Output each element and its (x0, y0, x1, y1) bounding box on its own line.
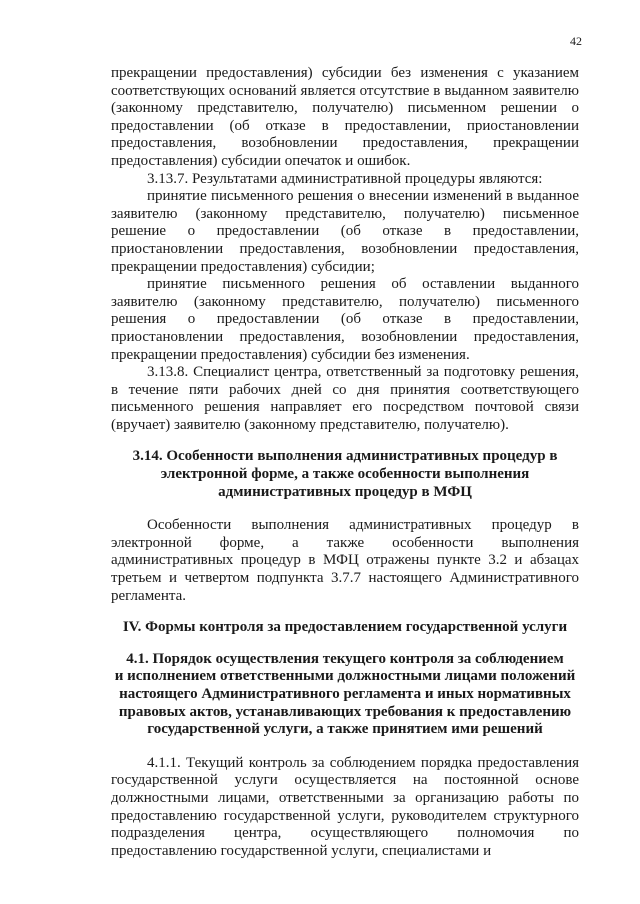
heading-line: электронной форме, а также особенности выполнения (160, 466, 530, 483)
paragraph-3-14-body: Особенности выполнения административных процедур в электронной форме, а также особенности выполнения административных процедур в МФЦ отражены пункте 3.2 и абзацах третьем и четвертом подпункта 3.7.7 настоящего Административного регламента. (111, 517, 579, 604)
paragraph-3-13-7: 3.13.7. Результатами административной процедуры являются: (147, 170, 543, 187)
heading-line: настоящего Административного регламента и иных нормативных (119, 686, 571, 702)
heading-line: правовых актов, устанавливающих требования к предоставлению (118, 703, 572, 720)
heading-line: 4.1. Порядок осуществления текущего контроля за соблюдением (126, 650, 564, 667)
heading-line: 3.14. Особенности выполнения административных процедур в (132, 448, 558, 465)
heading-line: административных процедур в МФЦ (218, 483, 472, 500)
section-heading-iv: IV. Формы контроля за предоставлением государственной услуги (122, 619, 568, 636)
section-heading-4-1 (111, 651, 579, 739)
paragraph-result-2: принятие письменного решения об оставлении выданного заявителю (законному представителю, получателю) письменного решения о предоставлении (об отказе в предоставлении, приостановлении предоставления, возобновлении предоставления, прекращении предоставления) субсидии без изменения. (111, 276, 579, 363)
paragraph-result-1: принятие письменного решения о внесении изменений в выданное заявителю (законному представителю, получателю) письменное решение о предоставлении (об отказе в предоставлении, приостановлении предоставления, возобновлении предоставления, прекращении предоставления) субсидии; (111, 188, 579, 275)
paragraph-3-13-8: 3.13.8. Специалист центра, ответственный за подготовку решения, в течение пяти рабочих дней со дня принятия соответствующего письменного решения направляет его посредством почтовой связи (вручает) заявителю (законному представителю, получателю). (111, 364, 579, 433)
page-number: 42 (570, 34, 582, 48)
section-heading-3-14 (111, 448, 579, 501)
heading-line: и исполнением ответственными должностными лицами положений (114, 668, 576, 685)
heading-line: государственной услуги, а также принятием ими решений (147, 721, 543, 738)
document-body (111, 65, 579, 860)
paragraph-4-1-1: 4.1.1. Текущий контроль за соблюдением порядка предоставления государственной услуги осуществляется на постоянной основе должностными лицами, ответственными за организацию работы по предоставлению государственной услуги, руководителем структурного подразделения центра, осуществляющего полномочия по предоставлению государственной услуги, специалистами и (111, 754, 579, 859)
paragraph-continuation: прекращении предоставления) субсидии без изменения с указанием соответствующих оснований является отсутствие в выданном заявителю (законному представителю, получателю) письменном решении о предоставлении (об отказе в предоставлении, приостановлении предоставления, возобновлении предоставления, прекращении предоставления) субсидии опечаток и ошибок. (111, 65, 579, 169)
